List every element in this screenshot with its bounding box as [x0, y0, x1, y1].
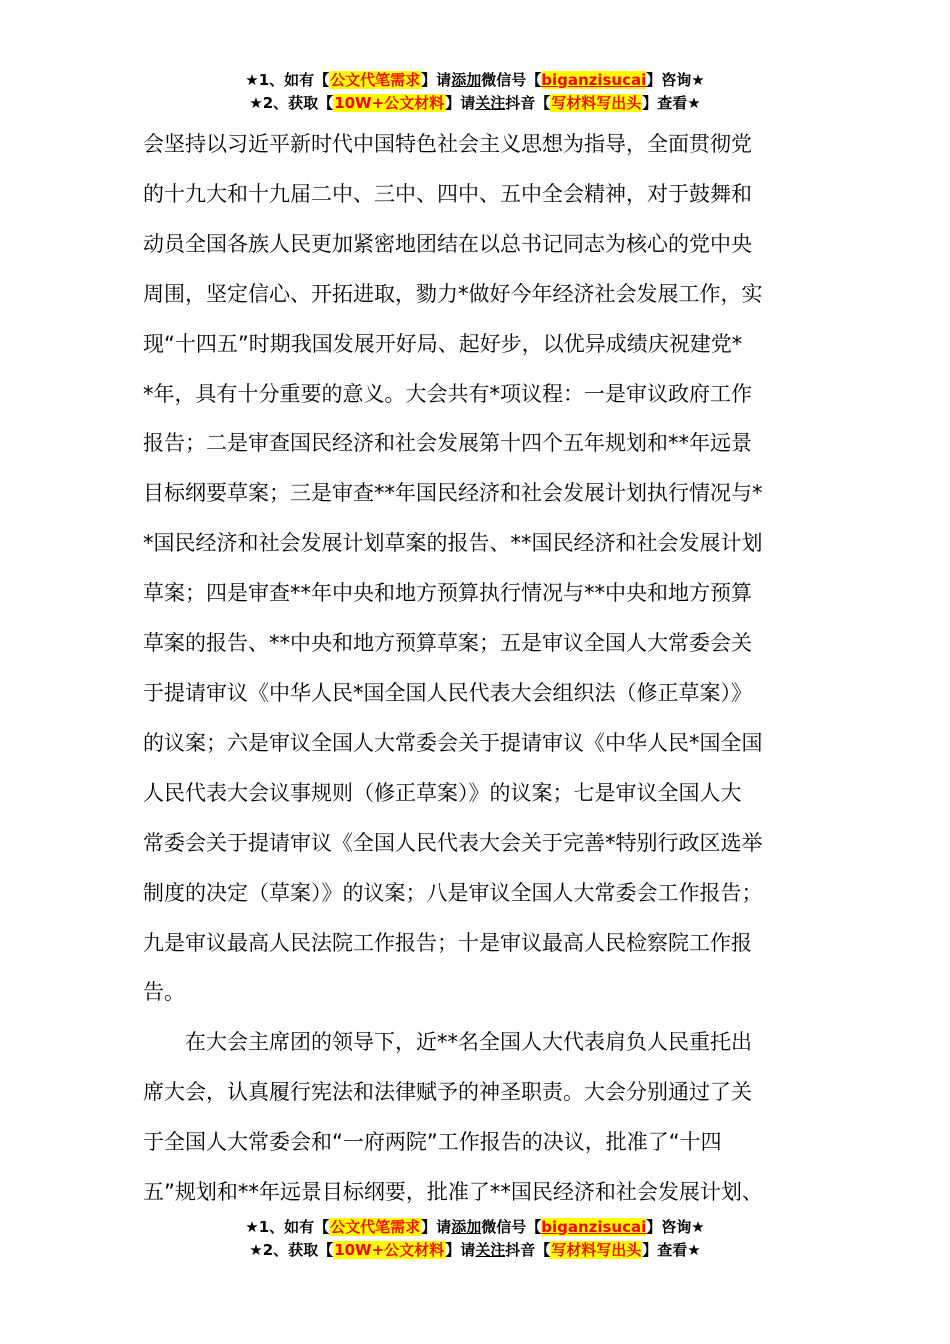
text-line: 动员全国各族人民更加紧密地团结在以总书记同志为核心的党中央: [143, 231, 752, 256]
text-line: 的十九大和十九届二中、三中、四中、五中全会精神，对于鼓舞和: [143, 181, 752, 206]
text-line: *国民经济和社会发展计划草案的报告、**国民经济和社会发展计划: [143, 531, 763, 556]
text-line: *年，具有十分重要的意义。大会共有*项议程：一是审议政府工作: [143, 381, 752, 406]
text-line: 九是审议最高人民法院工作报告；十是审议最高人民检察院工作报: [143, 930, 752, 955]
banner-text: ★1、如有【: [245, 71, 330, 89]
banner-text: 】查看★: [642, 1241, 701, 1259]
text-line: 于提请审议《中华人民*国全国人民代表大会组织法（修正草案）》: [143, 680, 752, 705]
highlight-service: 公文代笔需求: [330, 1218, 421, 1236]
banner-text: 】请: [421, 1218, 452, 1236]
text-line: 人民代表大会议事规则（修正草案）》的议案；七是审议全国人大: [143, 780, 742, 805]
text-line: 现“十四五”时期我国发展开好局、起好步，以优异成绩庆祝建党*: [143, 331, 743, 356]
banner-text: 】咨询★: [646, 71, 705, 89]
document-body: [143, 120, 833, 1218]
douyin-account: 写材料写出头: [551, 1241, 642, 1259]
banner-emphasis: 添加: [451, 71, 482, 89]
text-line: 的议案；六是审议全国人大常委会关于提请审议《中华人民*国全国: [143, 730, 763, 755]
banner-line-2: [0, 92, 950, 115]
text-line: 在大会主席团的领导下，近**名全国人大代表肩负人民重托出: [143, 1030, 752, 1055]
banner-text: ★2、获取【: [249, 1241, 334, 1259]
banner-text: ★1、如有【: [245, 1218, 330, 1236]
text-line: 报告；二是审查国民经济和社会发展第十四个五年规划和**年远景: [143, 431, 752, 456]
douyin-account: 写材料写出头: [551, 94, 642, 112]
text-line: 于全国人大常委会和“一府两院”工作报告的决议，批准了“十四: [143, 1130, 722, 1155]
banner-text: 抖音【: [505, 1241, 551, 1259]
wechat-id-link[interactable]: biganzisucai: [541, 1218, 647, 1236]
banner-emphasis: 关注: [475, 94, 506, 112]
text-line: 席大会，认真履行宪法和法律赋予的神圣职责。大会分别通过了关: [143, 1080, 752, 1105]
wechat-id-link[interactable]: biganzisucai: [541, 71, 647, 89]
banner-text: 】咨询★: [646, 1218, 705, 1236]
text-line: 告。: [143, 980, 185, 1005]
highlight-service: 公文代笔需求: [330, 71, 421, 89]
header-banner: [0, 69, 950, 115]
banner-text: 】请: [421, 71, 452, 89]
banner-text: 】请: [445, 1241, 476, 1259]
text-line: 草案的报告、**中央和地方预算草案；五是审议全国人大常委会关: [143, 631, 752, 656]
banner-emphasis: 关注: [475, 1241, 506, 1259]
text-line: 周围，坚定信心、开拓进取，勠力*做好今年经济社会发展工作，实: [143, 281, 763, 306]
banner-text: 微信号【: [481, 71, 542, 89]
banner-text: ★2、获取【: [249, 94, 334, 112]
banner-line-2: [0, 1239, 950, 1262]
highlight-materials: 10W+公文材料: [334, 1241, 445, 1259]
text-line: 目标纲要草案；三是审查**年国民经济和社会发展计划执行情况与*: [143, 481, 763, 506]
text-line: 草案；四是审查**年中央和地方预算执行情况与**中央和地方预算: [143, 581, 752, 606]
banner-text: 】请: [445, 94, 476, 112]
banner-emphasis: 添加: [451, 1218, 482, 1236]
paragraph-1: [143, 120, 833, 1018]
banner-text: 】查看★: [642, 94, 701, 112]
banner-text: 抖音【: [505, 94, 551, 112]
text-line: 制度的决定（草案）》的议案；八是审议全国人大常委会工作报告；: [143, 880, 763, 905]
text-line: 会坚持以习近平新时代中国特色社会主义思想为指导，全面贯彻党: [143, 132, 752, 156]
highlight-materials: 10W+公文材料: [334, 94, 445, 112]
text-line: 五”规划和**年远景目标纲要，批准了**国民经济和社会发展计划、: [143, 1180, 763, 1205]
banner-line-1: [0, 69, 950, 92]
text-line: 常委会关于提请审议《全国人民代表大会关于完善*特别行政区选举: [143, 830, 763, 855]
banner-text: 微信号【: [481, 1218, 542, 1236]
banner-line-1: [0, 1216, 950, 1239]
footer-banner: [0, 1216, 950, 1262]
paragraph-2: [143, 1018, 833, 1218]
